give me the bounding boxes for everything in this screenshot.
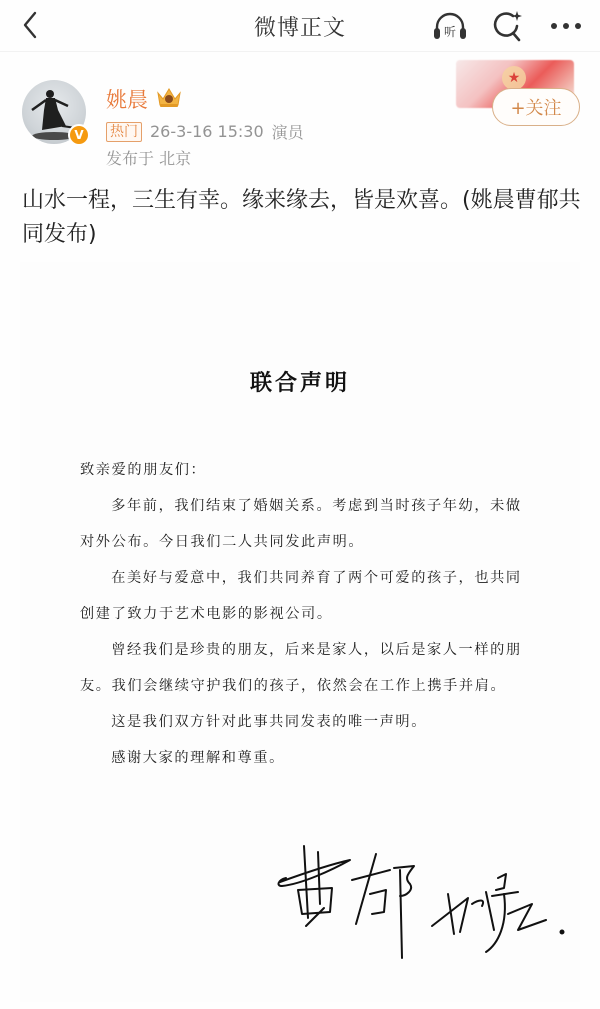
statement-title: 联合声明: [249, 370, 350, 396]
statement-image[interactable]: [20, 262, 580, 1002]
ai-search-button[interactable]: [490, 9, 526, 43]
author-header: [20, 70, 580, 170]
statement-paragraph: 这是我们双方针对此事共同发表的唯一声明。: [111, 714, 427, 730]
post-meta: [106, 120, 304, 143]
more-button[interactable]: [548, 9, 584, 43]
listen-button[interactable]: [432, 9, 468, 43]
emblem-star-icon: ★: [502, 66, 526, 90]
svg-text:听: 听: [443, 25, 457, 39]
nav-actions: [432, 9, 584, 43]
follow-button[interactable]: +关注: [492, 88, 580, 126]
navbar: [0, 0, 600, 52]
author-role: 演员: [271, 123, 304, 142]
author-name[interactable]: 姚晨: [106, 88, 148, 112]
statement-paragraph: 在美好与爱意中，我们共同养育了两个可爱的孩子，也共同创建了致力于艺术电影的影视公司。: [80, 570, 522, 622]
statement-paragraph: 多年前，我们结束了婚姻关系。考虑到当时孩子年幼，未做对外公布。今日我们二人共同发此声明。: [80, 498, 522, 550]
more-icon: [549, 21, 583, 31]
back-button[interactable]: [14, 8, 46, 42]
handwritten-signature: [272, 834, 572, 964]
verified-badge: V: [68, 124, 90, 146]
back-icon: [22, 11, 38, 39]
statement-body: [80, 452, 522, 776]
statement-greeting: 致亲爱的朋友们：: [80, 462, 207, 478]
page-title: 微博正文: [253, 16, 346, 41]
post-text: 山水一程，三生有幸。缘来缘去，皆是欢喜。(姚晨曹郁共同发布): [22, 188, 581, 247]
crown-badge-icon[interactable]: [155, 85, 183, 109]
hot-tag: 热门: [106, 122, 142, 142]
post-location: 发布于 北京: [106, 149, 192, 168]
headphone-listen-icon: [432, 10, 468, 42]
post-timestamp: 26-3-16 15:30: [150, 122, 264, 141]
statement-paragraph: 曾经我们是珍贵的朋友，后来是家人，以后是家人一样的朋友。我们会继续守护我们的孩子，依然会在工作上携手并肩。: [80, 642, 522, 694]
statement-paragraph: 感谢大家的理解和尊重。: [111, 750, 285, 766]
ai-search-icon: [491, 9, 525, 43]
